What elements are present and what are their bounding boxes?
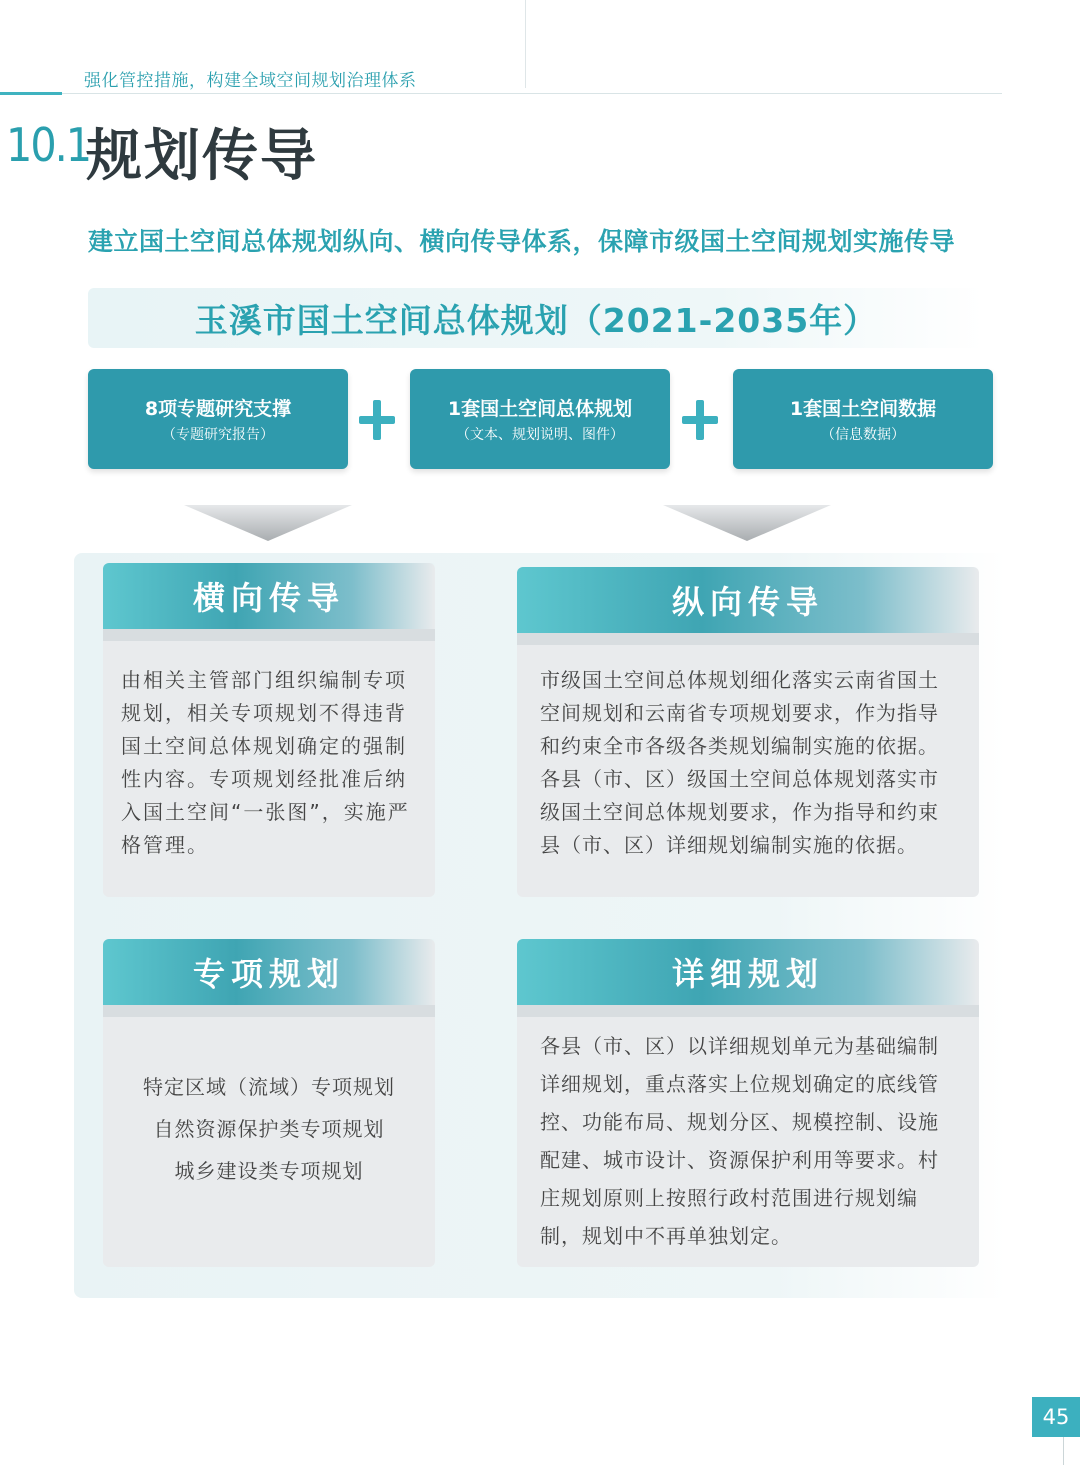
header-divider-vertical (525, 0, 526, 88)
card-divider (517, 633, 979, 645)
card-horizontal (103, 563, 435, 897)
header-rule (62, 93, 1002, 94)
page-number-rule (1063, 1437, 1064, 1465)
plus-icon (359, 400, 395, 440)
card-text (540, 664, 957, 862)
list-item: 自然资源保护类专项规划 (153, 1117, 385, 1141)
component-note: （文本、规划说明、图件） (456, 427, 624, 443)
component-title: 8项专题研究支撑 (144, 398, 292, 420)
component-note: （信息数据） (821, 427, 905, 443)
special-plan-list (103, 1066, 435, 1192)
subtitle: 建立国土空间总体规划纵向、横向传导体系，保障市级国土空间规划实施传导 (88, 227, 956, 256)
plan-title: 玉溪市国土空间总体规划（2021-2035年） (88, 288, 984, 348)
arrow-down-icon (184, 505, 352, 541)
section-title: 规划传导 (86, 124, 318, 189)
section-number: 10.1 (6, 118, 91, 172)
card-title: 横向传导 (103, 563, 435, 629)
component-box-research (88, 369, 348, 469)
component-note: （专题研究报告） (162, 427, 274, 443)
component-title: 1套国土空间总体规划 (447, 398, 633, 420)
component-title: 1套国土空间数据 (789, 398, 937, 420)
card-divider (103, 1005, 435, 1017)
component-box-data (733, 369, 993, 469)
card-title: 详细规划 (517, 939, 979, 1005)
list-item: 城乡建设类专项规划 (174, 1159, 364, 1183)
arrow-down-icon (663, 505, 831, 541)
card-text: 由相关主管部门组织编制专项规划，相关专项规划不得违背国土空间总体规划确定的强制性内容。专项规划经批准后纳入国土空间“一张图”，实施严格管理。 (121, 668, 410, 857)
plus-icon (682, 400, 718, 440)
component-box-plan (410, 369, 670, 469)
card-vertical (517, 567, 979, 897)
page-number: 45 (1032, 1397, 1080, 1437)
card-text: 各县（市、区）以详细规划单元为基础编制详细规划，重点落实上位规划确定的底线管控、功能布局、规划分区、规模控制、设施配建、城市设计、资源保护利用等要求。村庄规划原则上按照行政村范围进行规划编制，规划中不再单独划定。 (540, 1034, 939, 1248)
card-title: 专项规划 (103, 939, 435, 1005)
card-title: 纵向传导 (517, 567, 979, 633)
paragraph: 各县（市、区）级国土空间总体规划落实市级国土空间总体规划要求，作为指导和约束县（市、区）详细规划编制实施的依据。 (540, 767, 939, 857)
card-divider (103, 629, 435, 641)
running-title: 强化管控措施，构建全域空间规划治理体系 (84, 71, 417, 91)
card-detailed (517, 939, 979, 1267)
card-special (103, 939, 435, 1267)
header-accent-bar (0, 92, 62, 95)
card-divider (517, 1005, 979, 1017)
list-item: 特定区域（流域）专项规划 (143, 1075, 395, 1099)
paragraph: 市级国土空间总体规划细化落实云南省国土空间规划和云南省专项规划要求，作为指导和约束全市各级各类规划编制实施的依据。 (540, 668, 939, 758)
